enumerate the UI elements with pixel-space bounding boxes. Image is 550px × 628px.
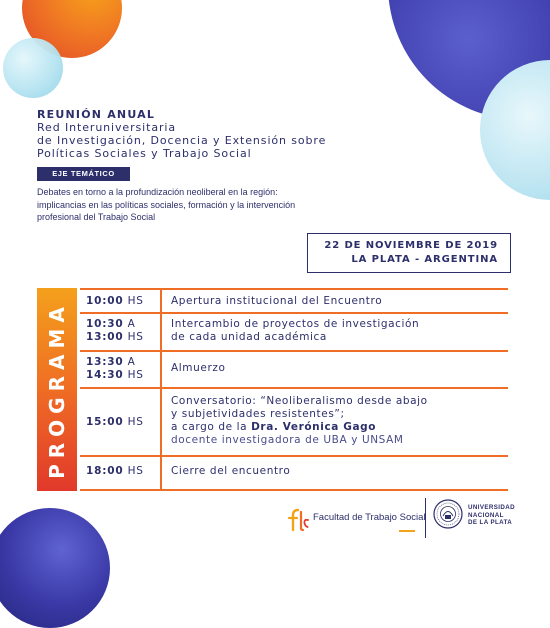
eje-tematico-badge: EJE TEMÁTICO	[37, 167, 130, 181]
schedule-event-line-2: de cada unidad académica	[171, 331, 327, 343]
event-title: REUNIÓN ANUAL	[37, 108, 156, 121]
schedule-time-end: 13:00 HS	[86, 331, 144, 343]
schedule-event: Cierre del encuentro	[171, 465, 291, 477]
eje-description-line-3: profesional del Trabajo Social	[37, 212, 156, 222]
schedule-time-start: 13:30 A	[86, 356, 136, 368]
schedule-row-divider	[80, 288, 508, 290]
university-name-line-2: NACIONAL	[468, 511, 504, 519]
programa-bar	[37, 288, 77, 491]
schedule-time-end: 14:30 HS	[86, 369, 144, 381]
schedule-row-divider	[80, 489, 508, 491]
schedule-event: Apertura institucional del Encuentro	[171, 295, 383, 307]
schedule-vertical-divider	[160, 288, 162, 491]
faculty-underline	[399, 530, 415, 532]
event-date: 22 DE NOVIEMBRE DE 2019	[324, 240, 498, 251]
schedule-event-line-2: y subjetividades resistentes”;	[171, 408, 345, 420]
fts-logo-icon	[287, 508, 309, 532]
schedule-event-speaker: a cargo de la Dra. Verónica Gago	[171, 421, 377, 433]
network-name-line-1: Red Interuniversitaria	[37, 121, 176, 134]
faculty-name: Facultad de Trabajo Social	[313, 512, 426, 523]
schedule-row-divider	[80, 312, 508, 314]
schedule-row-divider	[80, 455, 508, 457]
schedule-event-line-1: Intercambio de proyectos de investigación	[171, 318, 420, 330]
schedule-time-start: 10:30 A	[86, 318, 136, 330]
unlp-seal-icon	[433, 499, 463, 529]
decorative-lightblue-circle	[3, 38, 63, 98]
schedule-event: Almuerzo	[171, 362, 226, 374]
eje-description-line-1: Debates en torno a la profundización neoliberal en la región:	[37, 187, 278, 197]
programa-label: PROGRAMA	[45, 300, 69, 479]
university-name-line-1: UNIVERSIDAD	[468, 504, 516, 511]
eje-description-line-2: implicancias en las políticas sociales, formación y la intervención	[37, 199, 296, 210]
decorative-navy-circle-bottom	[0, 508, 110, 628]
event-location: LA PLATA - ARGENTINA	[351, 254, 498, 265]
schedule-time: 10:00 HS	[86, 295, 144, 307]
logo-divider	[425, 498, 426, 538]
network-name-line-2: de Investigación, Docencia y Extensión sobre	[37, 134, 327, 147]
schedule-time: 18:00 HS	[86, 465, 144, 477]
schedule-row-divider	[80, 387, 508, 389]
schedule-event-speaker-role: docente investigadora de UBA y UNSAM	[171, 434, 404, 446]
university-name-line-3: DE LA PLATA	[468, 519, 513, 526]
date-box	[307, 233, 511, 273]
schedule-time: 15:00 HS	[86, 416, 144, 428]
schedule-event-line-1: Conversatorio: “Neoliberalismo desde abajo	[171, 395, 428, 407]
network-name-line-3: Políticas Sociales y Trabajo Social	[37, 147, 252, 160]
schedule-row-divider	[80, 350, 508, 352]
